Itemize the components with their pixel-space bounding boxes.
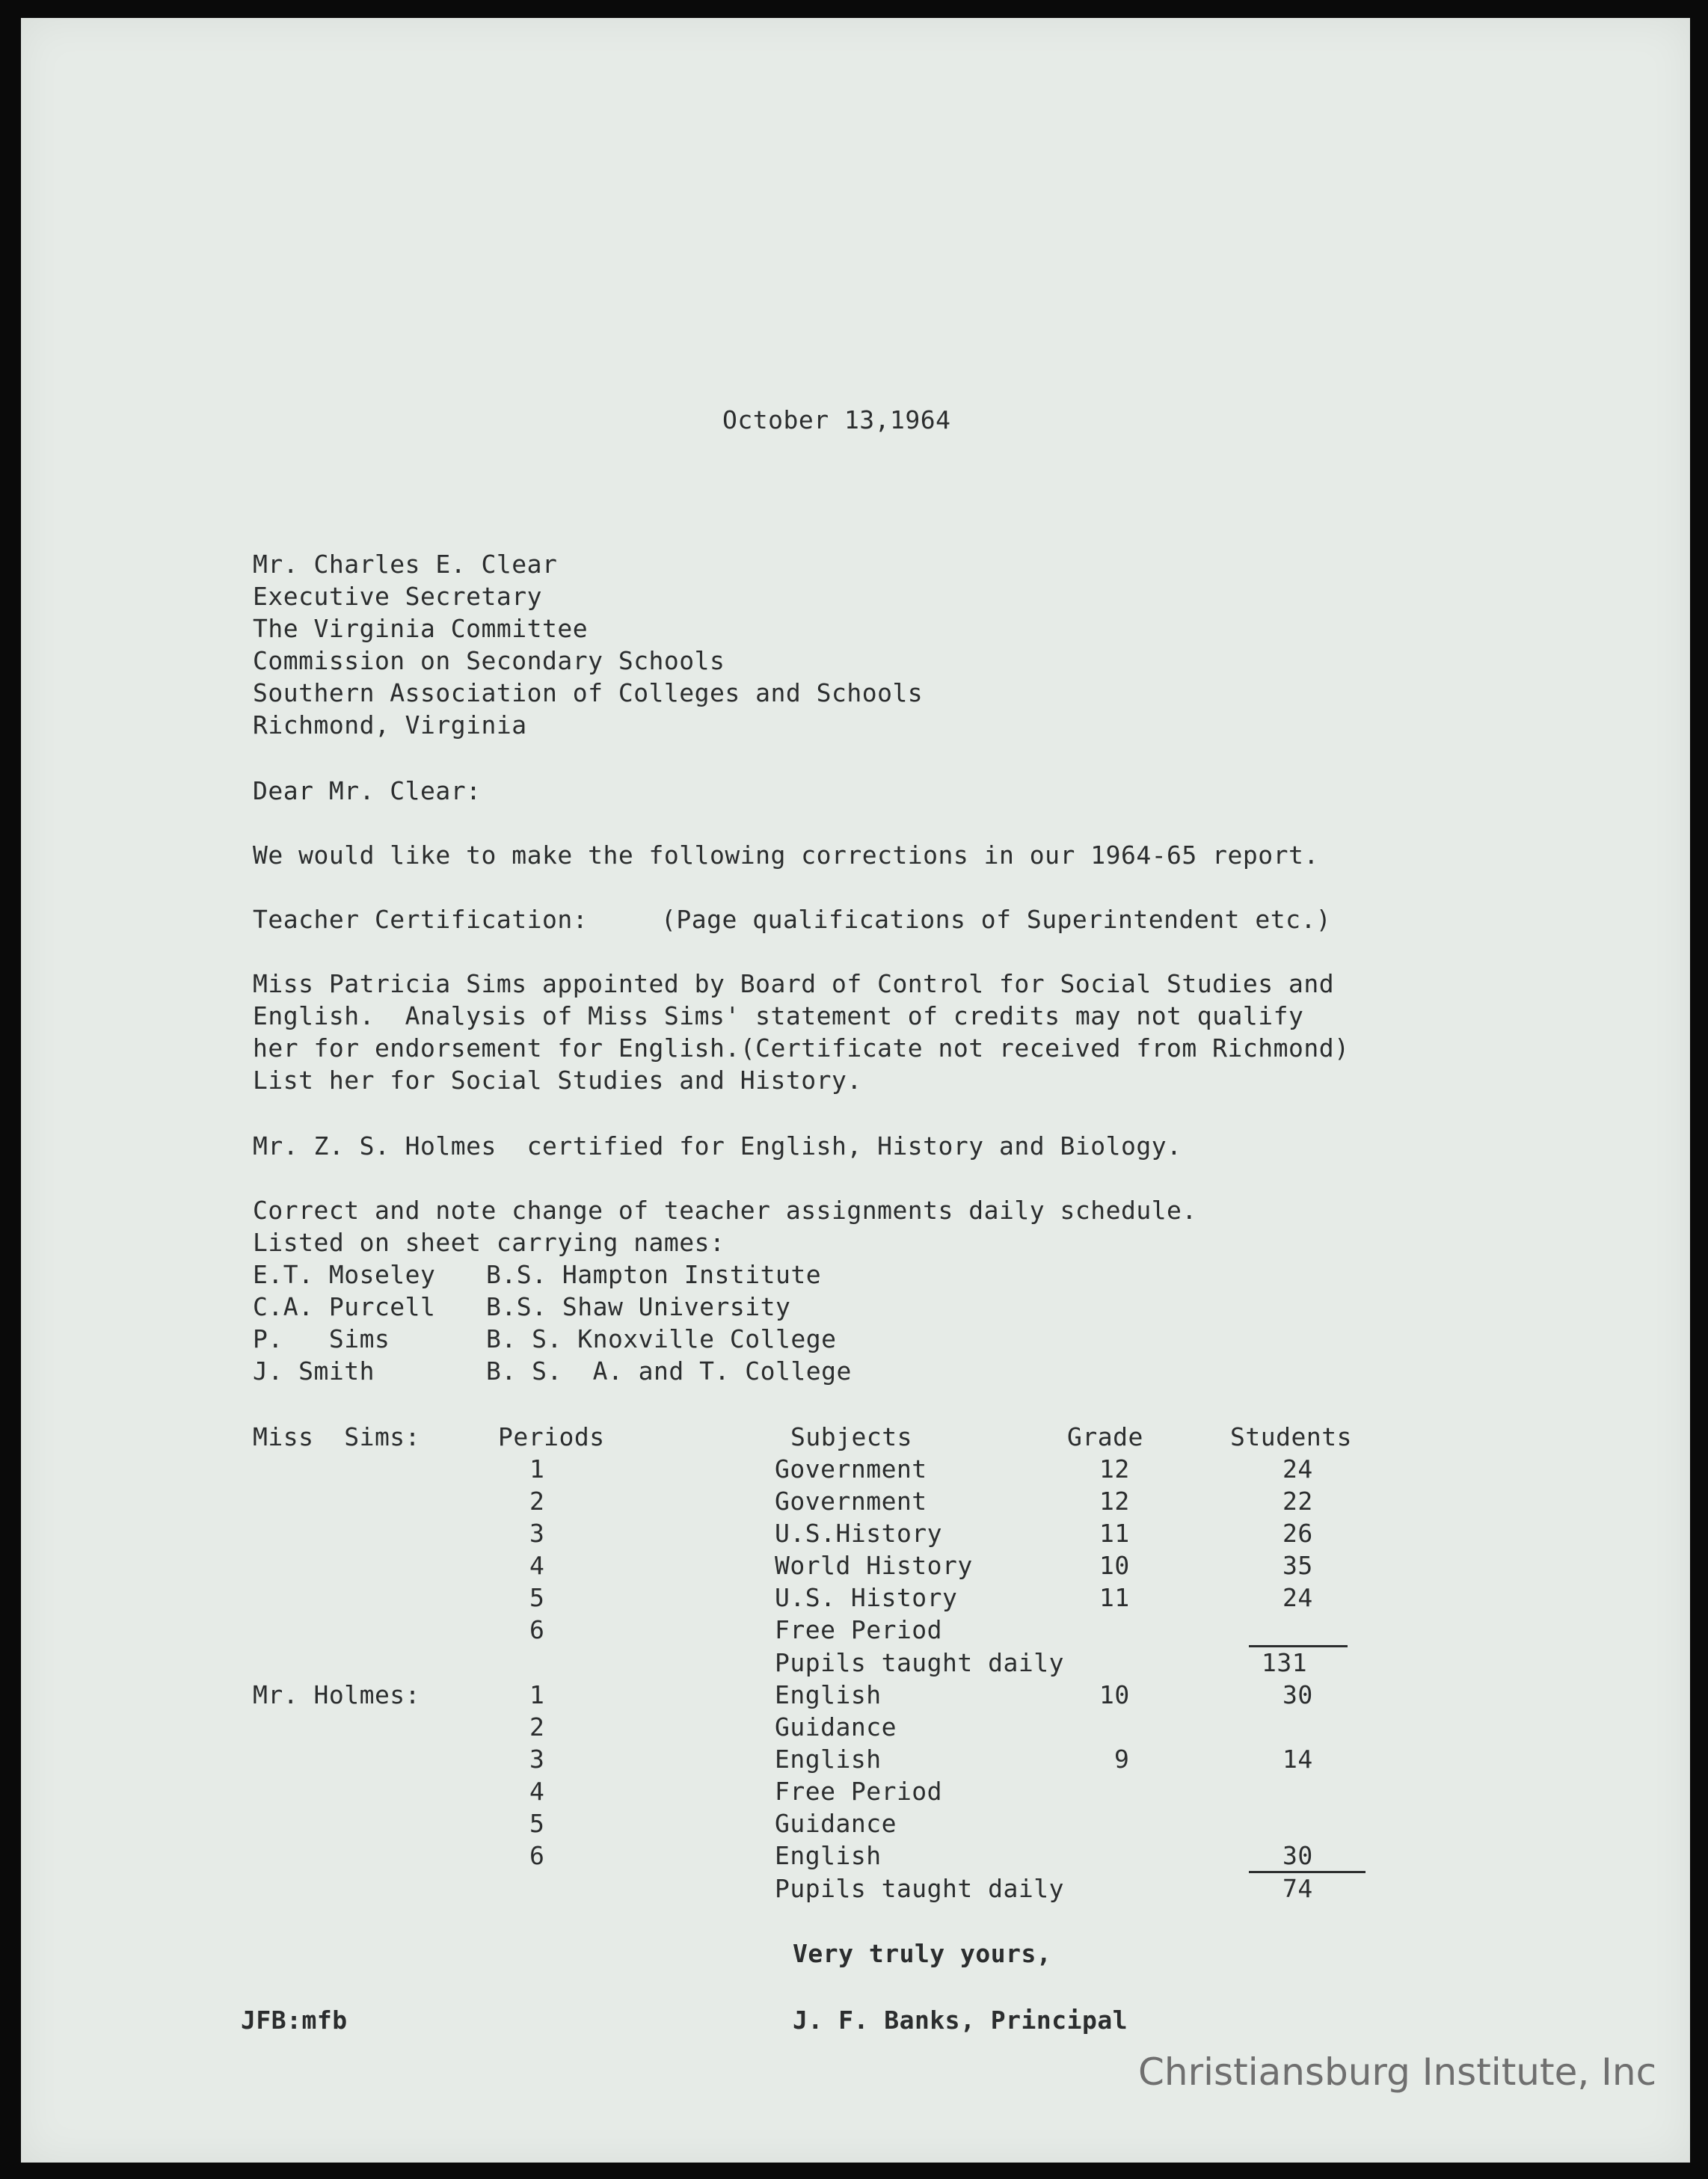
address-line: Mr. Charles E. Clear [253, 550, 558, 579]
holmes-students: 30 [1282, 1680, 1313, 1709]
holmes-subject: Guidance [775, 1712, 897, 1742]
sims-grade: 12 [1099, 1454, 1130, 1484]
holmes-period: 6 [529, 1841, 545, 1870]
teacher-list-name: P. Sims [253, 1324, 390, 1353]
holmes-subject: English [775, 1680, 882, 1709]
holmes-students: 14 [1282, 1745, 1313, 1774]
holmes-subject: English [775, 1841, 882, 1870]
holmes-period: 4 [529, 1777, 545, 1806]
initials: JFB:mfb [241, 2006, 348, 2035]
sims-period: 5 [529, 1583, 545, 1612]
holmes-subject: Free Period [775, 1777, 943, 1806]
certification-note: (Page qualifications of Superintendent etc.) [661, 905, 1332, 934]
address-line: Southern Association of Colleges and Schools [253, 678, 924, 707]
intro-paragraph: We would like to make the following corrections in our 1964-65 report. [253, 840, 1319, 870]
sims-grade: 11 [1099, 1519, 1130, 1548]
teacher-list-degree: B. S. A. and T. College [486, 1356, 852, 1386]
sims-students: 26 [1282, 1519, 1313, 1548]
closing: Very truly yours, [793, 1939, 1052, 1968]
holmes-grade: 10 [1099, 1680, 1130, 1709]
teacher-list-name: C.A. Purcell [253, 1292, 436, 1321]
sims-students: 24 [1282, 1454, 1313, 1484]
teacher-list-degree: B.S. Hampton Institute [486, 1260, 822, 1289]
holmes-period: 2 [529, 1712, 545, 1742]
watermark: Christiansburg Institute, Inc [1138, 2050, 1657, 2094]
sims-period: 2 [529, 1487, 545, 1516]
teacher-list-name: J. Smith [253, 1356, 375, 1386]
sims-subject: World History [775, 1551, 973, 1580]
holmes-certification: Mr. Z. S. Holmes certified for English, History and Biology. [253, 1131, 1182, 1161]
sims-teacher-label: Miss Sims: [253, 1422, 421, 1451]
holmes-teacher-label: Mr. Holmes: [253, 1680, 421, 1709]
sims-grade: 10 [1099, 1551, 1130, 1580]
certification-heading: Teacher Certification: [253, 905, 589, 934]
sims-subject: Government [775, 1487, 927, 1516]
sims-grade: 12 [1099, 1487, 1130, 1516]
holmes-period: 1 [529, 1680, 545, 1709]
sims-paragraph-line: Miss Patricia Sims appointed by Board of Control for Social Studies and [253, 969, 1335, 998]
address-line: The Virginia Committee [253, 614, 589, 643]
sims-students: 24 [1282, 1583, 1313, 1612]
header-students: Students [1230, 1422, 1352, 1451]
header-subjects: Subjects [790, 1422, 912, 1451]
holmes-total: 74 [1282, 1874, 1313, 1903]
sims-total: 131 [1262, 1648, 1308, 1677]
sims-students: 35 [1282, 1551, 1313, 1580]
teacher-list-name: E.T. Moseley [253, 1260, 436, 1289]
holmes-total-label: Pupils taught daily [775, 1874, 1064, 1903]
header-grade: Grade [1067, 1422, 1143, 1451]
sims-period: 1 [529, 1454, 545, 1484]
sims-paragraph-line: List her for Social Studies and History. [253, 1066, 862, 1095]
signature: J. F. Banks, Principal [793, 2006, 1128, 2035]
holmes-students: 30 [1282, 1841, 1313, 1870]
header-periods: Periods [498, 1422, 605, 1451]
sims-subject: Government [775, 1454, 927, 1484]
holmes-period: 3 [529, 1745, 545, 1774]
holmes-subject: Guidance [775, 1809, 897, 1838]
schedule-intro-line: Listed on sheet carrying names: [253, 1228, 725, 1257]
sims-period: 4 [529, 1551, 545, 1580]
holmes-grade: 9 [1114, 1745, 1130, 1774]
teacher-list-degree: B.S. Shaw University [486, 1292, 791, 1321]
address-line: Executive Secretary [253, 582, 542, 611]
sims-grade: 11 [1099, 1583, 1130, 1612]
teacher-list-degree: B. S. Knoxville College [486, 1324, 837, 1353]
holmes-period: 5 [529, 1809, 545, 1838]
sims-subject: U.S.History [775, 1519, 943, 1548]
address-line: Richmond, Virginia [253, 710, 527, 740]
sims-paragraph-line: English. Analysis of Miss Sims' statement of credits may not qualify [253, 1001, 1304, 1030]
sims-paragraph-line: her for endorsement for English.(Certificate not received from Richmond) [253, 1033, 1350, 1063]
holmes-subject: English [775, 1745, 882, 1774]
schedule-intro-line: Correct and note change of teacher assignments daily schedule. [253, 1196, 1197, 1225]
sims-students: 22 [1282, 1487, 1313, 1516]
sims-period: 6 [529, 1615, 545, 1644]
sims-period: 3 [529, 1519, 545, 1548]
sims-total-label: Pupils taught daily [775, 1648, 1064, 1677]
sims-subject: U.S. History [775, 1583, 958, 1612]
address-line: Commission on Secondary Schools [253, 646, 725, 675]
letter-date: October 13,1964 [722, 405, 951, 434]
salutation: Dear Mr. Clear: [253, 776, 482, 805]
sims-subject: Free Period [775, 1615, 943, 1644]
